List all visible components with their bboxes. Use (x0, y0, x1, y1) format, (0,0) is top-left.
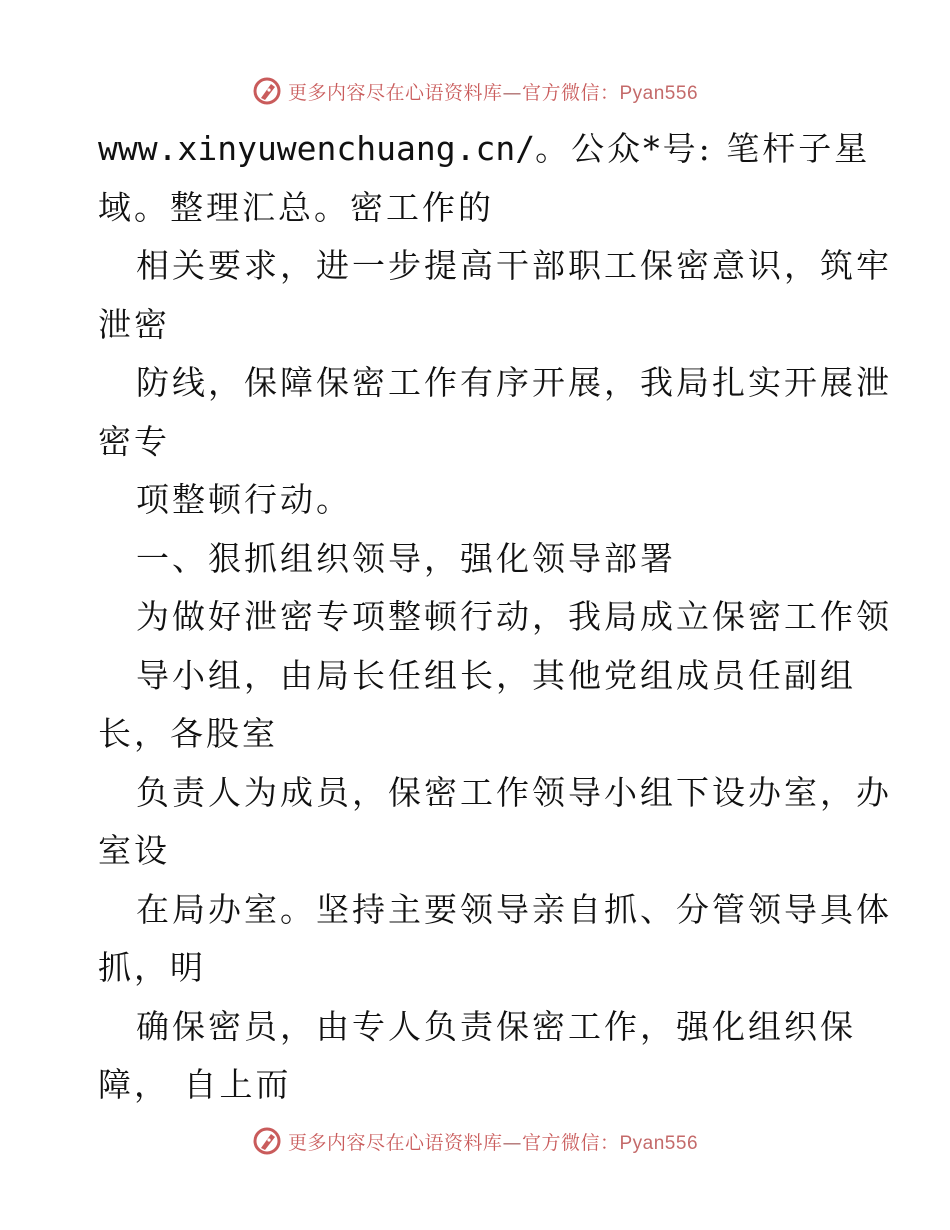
url-text: www.xinyuwenchuang.cn/ (98, 129, 536, 168)
banner-title: 更多内容尽在心语资料库 (287, 1131, 503, 1154)
banner-wechat-id: Pyan556 (619, 82, 699, 104)
text-line: 抓，明 (98, 948, 206, 987)
text-line: 在局办室。坚持主要领导亲自抓、分管领导具体 (136, 889, 892, 929)
text-line: 防线，保障保密工作有序开展，我局扎实开展泄 (136, 363, 892, 402)
banner-separator: — (502, 81, 522, 104)
banner-text (288, 78, 698, 105)
text-line: 障， 自上而 (98, 1065, 292, 1104)
pen-nib-seal-icon (252, 1126, 282, 1156)
line-text: 。公众*号: 笔杆子星 (535, 129, 871, 168)
header-banner (0, 71, 950, 111)
text-line: 相关要求，进一步提高干部职工保密意识，筑牢 (136, 246, 892, 285)
section-heading: 一、狠抓组织领导，强化领导部署 (136, 538, 676, 578)
banner-wechat-label: 官方微信： (521, 1131, 620, 1154)
banner-title: 更多内容尽在心语资料库 (287, 81, 503, 104)
text-line: 导小组，由局长任组长，其他党组成员任副组 (136, 655, 856, 695)
text-line: 长，各股室 (98, 714, 278, 753)
text-line: 泄密 (98, 304, 170, 344)
text-line: 域。整理汇总。密工作的 (98, 187, 494, 227)
text-line: 确保密员，由专人负责保密工作，强化组织保 (136, 1006, 856, 1046)
pen-nib-seal-icon (252, 76, 282, 106)
text-line: 负责人为成员，保密工作领导小组下设办室，办 (136, 772, 892, 812)
text-line: 为做好泄密专项整顿行动，我局成立保密工作领 (136, 597, 892, 636)
text-line (98, 120, 871, 179)
banner-wechat-label: 官方微信： (521, 81, 620, 104)
banner-wechat-id: Pyan556 (619, 1132, 699, 1154)
text-line: 项整顿行动。 (136, 480, 352, 519)
text-line: 密专 (98, 421, 170, 461)
text-line: 室设 (98, 831, 170, 870)
footer-banner (0, 1121, 950, 1161)
banner-separator: — (502, 1131, 522, 1154)
document-body (98, 120, 892, 1115)
banner-text (288, 1128, 698, 1155)
